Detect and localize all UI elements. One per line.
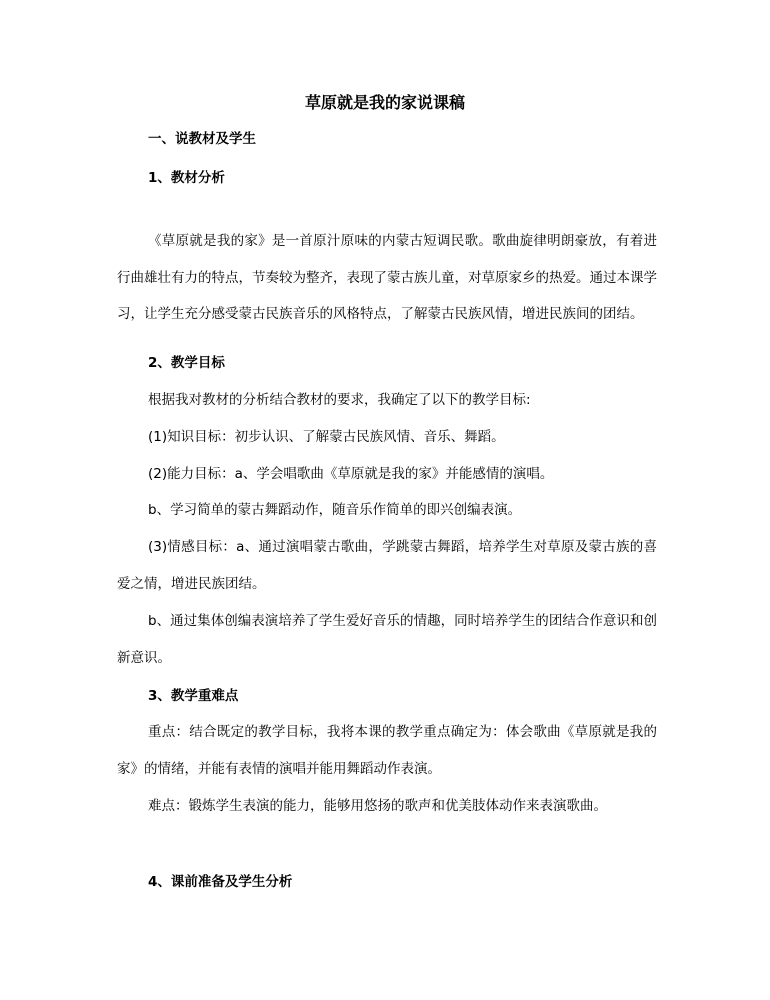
goal-knowledge: (1)知识目标：初步认识、了解蒙古民族风情、音乐、舞蹈。 — [148, 429, 505, 445]
goal-ability-b: b、学习简单的蒙古舞蹈动作，随音乐作简单的即兴创编表演。 — [148, 502, 522, 518]
paragraph-difficulty: 难点：锻炼学生表演的能力，能够用悠扬的歌声和优美肢体动作来表演歌曲。 — [148, 798, 607, 814]
paragraph-key-point: 重点：结合既定的教学目标，我将本课的教学重点确定为：体会歌曲《草原就是我的家》的情绪，并能有表情的演唱并能用舞蹈动作表演。 — [117, 724, 657, 777]
subheading-preparation-student-analysis: 4、课前准备及学生分析 — [148, 874, 293, 890]
subheading-key-difficulties: 3、教学重难点 — [148, 688, 239, 704]
document-title: 草原就是我的家说课稿 — [304, 93, 465, 112]
goal-emotion: (3)情感目标：a、通过演唱蒙古歌曲，学跳蒙古舞蹈，培养学生对草原及蒙古族的喜爱之情，增进民族团结。 — [117, 539, 657, 592]
subheading-teaching-goals: 2、教学目标 — [148, 355, 225, 371]
goal-emotion-b: b、通过集体创编表演培养了学生爱好音乐的情趣，同时培养学生的团结合作意识和创新意识。 — [117, 613, 657, 666]
paragraph-material-analysis: 《草原就是我的家》是一首原汁原味的内蒙古短调民歌。歌曲旋律明朗豪放，有着进行曲雄壮有力的特点，节奏较为整齐，表现了蒙古族儿童，对草原家乡的热爱。通过本课学习，让学生充分感受蒙古民族音乐的风格特点，了解蒙古民族风情，增进民族间的团结。 — [117, 233, 657, 322]
section-heading-materials-students: 一、说教材及学生 — [148, 131, 256, 147]
subheading-material-analysis: 1、教材分析 — [148, 170, 225, 186]
goal-ability: (2)能力目标：a、学会唱歌曲《草原就是我的家》并能感情的演唱。 — [148, 466, 554, 482]
paragraph-goals-intro: 根据我对教材的分析结合教材的要求，我确定了以下的教学目标: — [148, 392, 531, 408]
